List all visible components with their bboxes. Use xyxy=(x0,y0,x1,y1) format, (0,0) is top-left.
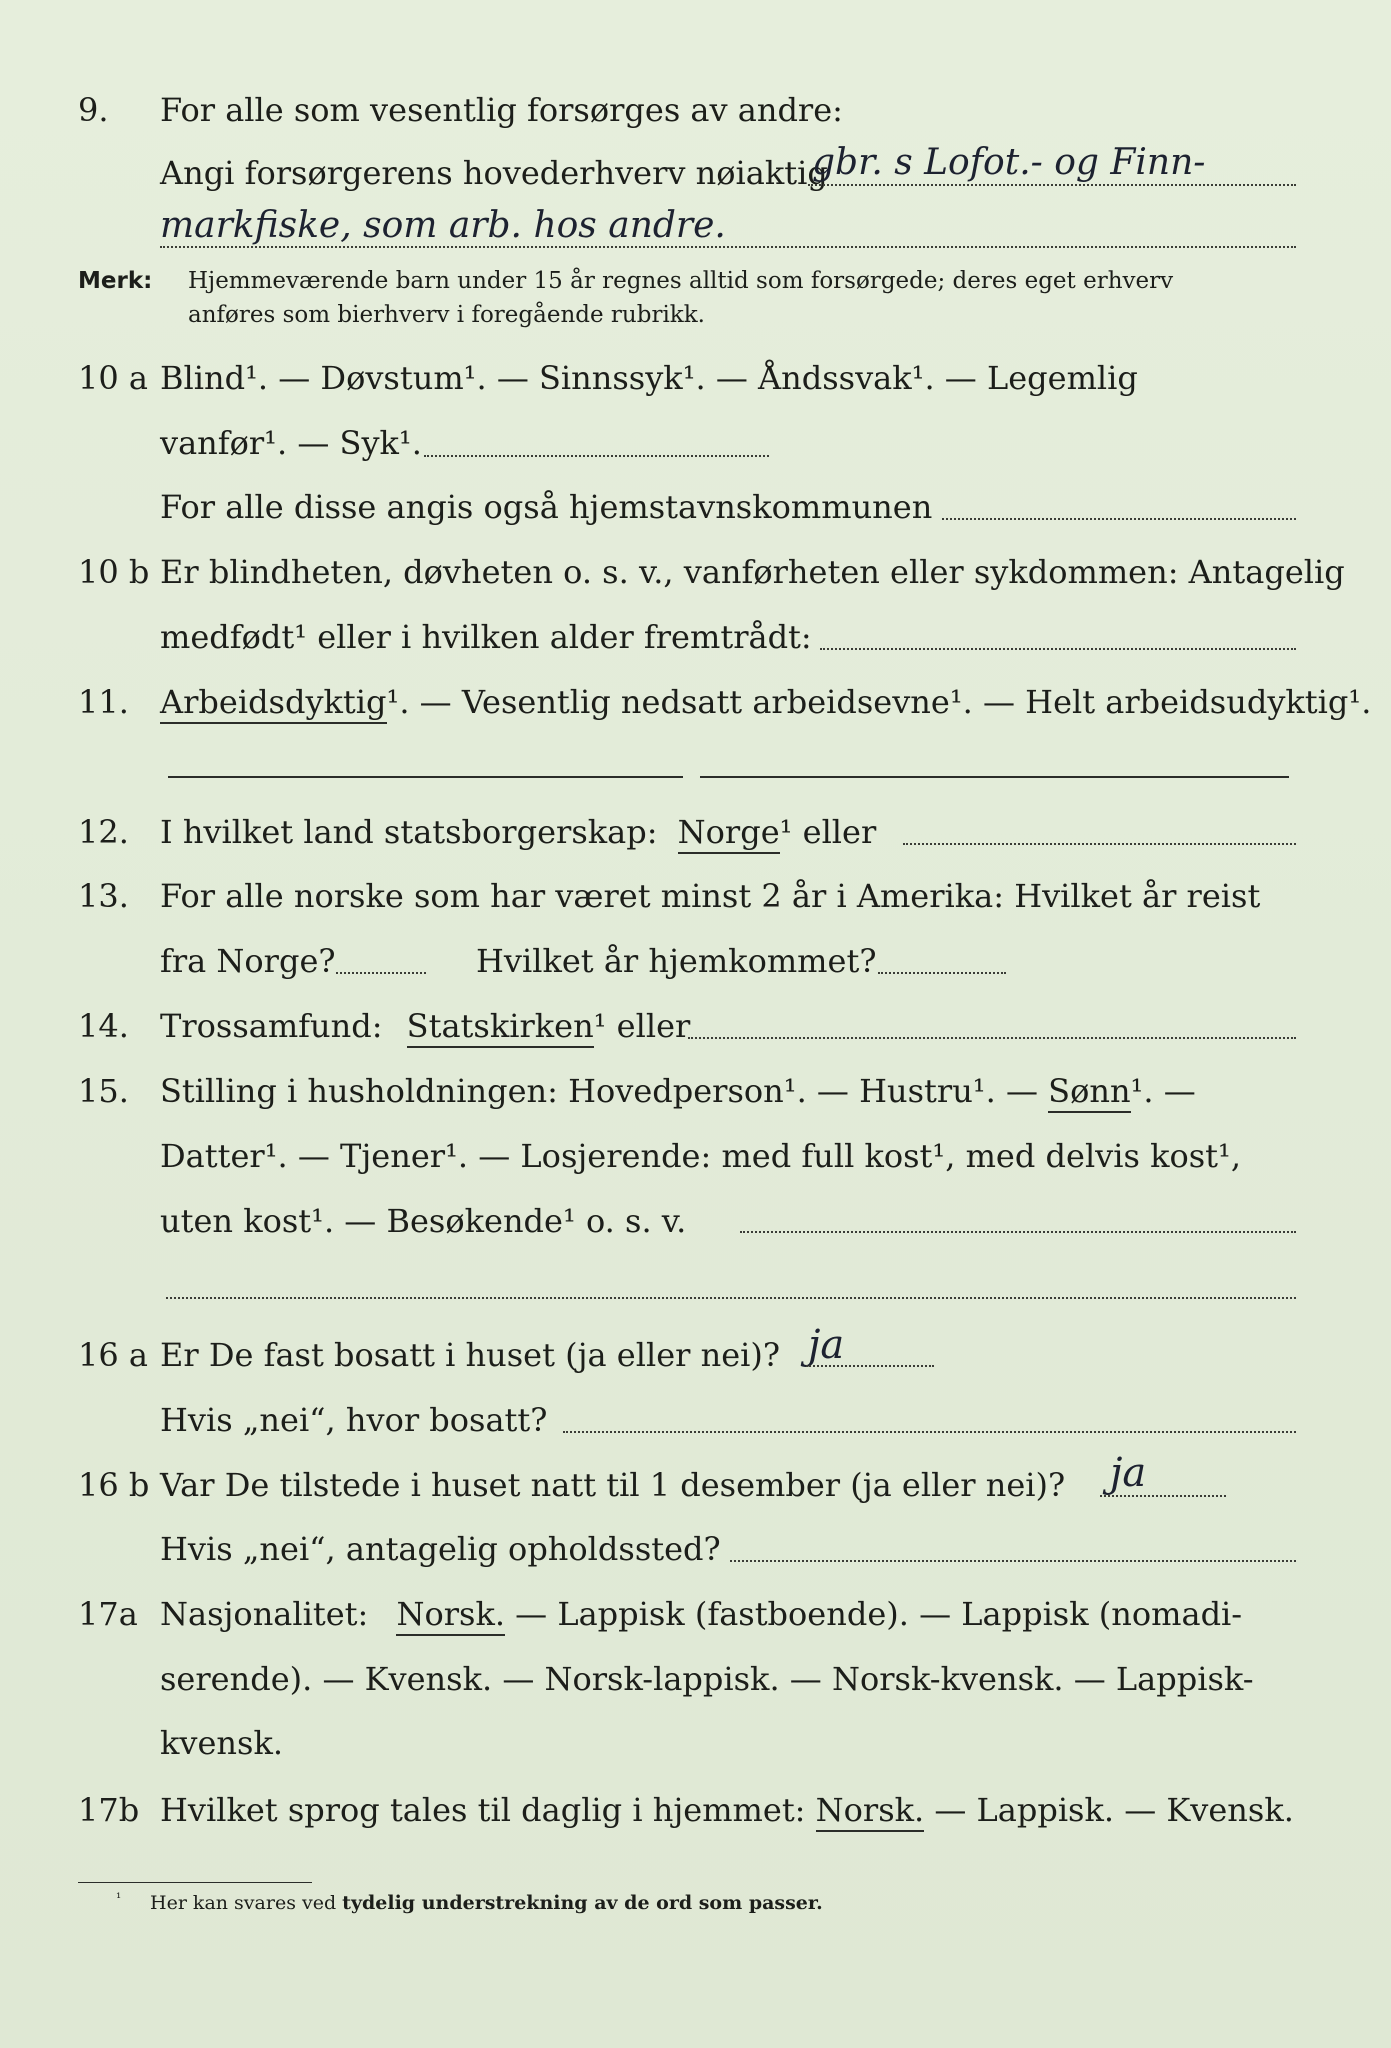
q16a-bosatt-line xyxy=(563,1431,1296,1433)
q13-text1: For alle norske som har været minst 2 år i Amerika: Hvilket år reist xyxy=(160,877,1261,915)
q9-answer-line-2 xyxy=(160,246,1296,248)
q15-line3-fill xyxy=(740,1231,1296,1233)
q17a-underlined-norsk[interactable]: Norsk. xyxy=(396,1595,505,1636)
footnote xyxy=(116,1891,823,1915)
q10b-text1: Er blindheten, døvheten o. s. v., vanførheten eller sykdommen: Antagelig xyxy=(160,553,1345,591)
q17a-label: Nasjonalitet: xyxy=(160,1595,369,1633)
q14-text xyxy=(160,1006,690,1046)
q11-text xyxy=(160,682,1371,722)
q11-number: 11. xyxy=(78,683,129,721)
q17a-text2: serende). — Kvensk. — Norsk-lappisk. — Norsk-kvensk. — Lappisk- xyxy=(160,1660,1254,1698)
q10a-number: 10 a xyxy=(78,359,148,397)
q17a-text1 xyxy=(160,1594,1242,1634)
q10a-text2: vanfør¹. — Syk¹. xyxy=(160,424,422,462)
q11-rule-left xyxy=(168,776,683,778)
q10b-alder-line xyxy=(820,648,1296,650)
q9-number: 9. xyxy=(78,91,109,129)
q9-text: For alle som vesentlig forsørges av andre: xyxy=(160,91,843,129)
q16b-answer-line xyxy=(1100,1495,1226,1497)
q10a-text1: Blind¹. — Døvstum¹. — Sinnssyk¹. — Åndssvak¹. — Legemlig xyxy=(160,359,1138,397)
q10b-text2: medfødt¹ eller i hvilken alder fremtrådt: xyxy=(160,618,812,656)
q12-land-line xyxy=(903,843,1296,845)
footnote-plain: Her kan svares ved xyxy=(150,1892,337,1914)
q13-hjemkommet-line xyxy=(878,972,1006,974)
merk-line1: Hjemmeværende barn under 15 år regnes alltid som forsørgede; deres eget erhverv xyxy=(188,268,1174,294)
footnote-bold: tydelig understrekning av de ord som passer. xyxy=(342,1892,823,1914)
q11-rule-right xyxy=(700,776,1289,778)
q16a-handwritten-answer[interactable]: ja xyxy=(808,1322,845,1368)
q9-label: Angi forsørgerens hovederhverv nøiaktig xyxy=(160,154,828,192)
q12-text xyxy=(160,812,876,852)
q15-text2: Datter¹. — Tjener¹. — Losjerende: med full kost¹, med delvis kost¹, xyxy=(160,1137,1242,1175)
q11-rest: ¹. — Vesentlig nedsatt arbeidsevne¹. — Helt arbeidsudyktig¹. xyxy=(386,683,1372,721)
q9-handwritten-answer-1[interactable]: gbr. s Lofot.- og Finn- xyxy=(812,142,1206,183)
q15-text3: uten kost¹. — Besøkende¹ o. s. v. xyxy=(160,1202,687,1240)
q17b-underlined-norsk[interactable]: Norsk. xyxy=(816,1791,925,1832)
q14-number: 14. xyxy=(78,1007,129,1045)
q12-label: I hvilket land statsborgerskap: xyxy=(160,813,658,851)
q9-answer-line xyxy=(808,184,1296,186)
q17b-number: 17b xyxy=(78,1791,140,1829)
q14-rest: ¹ eller xyxy=(593,1007,691,1045)
q16a-number: 16 a xyxy=(78,1336,148,1374)
q11-underlined-arbeidsdyktig[interactable]: Arbeidsdyktig xyxy=(160,683,387,724)
footnote-mark: ¹ xyxy=(116,1891,122,1906)
q10a-text3: For alle disse angis også hjemstavnskommunen xyxy=(160,488,933,526)
q14-label: Trossamfund: xyxy=(160,1007,383,1045)
q15-text1b: ¹. — xyxy=(1130,1072,1196,1110)
q15-text1 xyxy=(160,1071,1196,1111)
q12-underlined-norge[interactable]: Norge xyxy=(678,813,780,854)
q16b-handwritten-answer[interactable]: ja xyxy=(1110,1450,1147,1496)
q13-number: 13. xyxy=(78,877,129,915)
q10b-number: 10 b xyxy=(78,553,150,591)
q14-underlined-statskirken[interactable]: Statskirken xyxy=(407,1007,594,1048)
q13-text2b: Hvilket år hjemkommet? xyxy=(476,942,877,980)
q17a-rest: — Lappisk (fastboende). — Lappisk (nomadi- xyxy=(515,1595,1243,1633)
q15-underlined-sonn[interactable]: Sønn xyxy=(1048,1072,1130,1113)
q12-number: 12. xyxy=(78,813,129,851)
merk-label: Merk: xyxy=(78,268,153,294)
q16a-text2: Hvis „nei“, hvor bosatt? xyxy=(160,1401,548,1439)
q17b-text xyxy=(160,1790,1294,1830)
q13-reist-line xyxy=(336,972,426,974)
q16b-text2: Hvis „nei“, antagelig opholdssted? xyxy=(160,1530,721,1568)
q15-extra-line xyxy=(166,1297,1296,1299)
q17b-label: Hvilket sprog tales til daglig i hjemmet: xyxy=(160,1791,806,1829)
q16a-answer-line xyxy=(806,1365,934,1367)
q14-trossamfund-line xyxy=(688,1037,1296,1039)
q17b-rest: — Lappisk. — Kvensk. xyxy=(934,1791,1294,1829)
q17a-text3: kvensk. xyxy=(160,1724,283,1762)
q10a-syk-line xyxy=(424,455,769,457)
footnote-rule xyxy=(78,1882,312,1883)
q16b-number: 16 b xyxy=(78,1466,150,1504)
q15-text1a: Stilling i husholdningen: Hovedperson¹. — Hustru¹. — xyxy=(160,1072,1038,1110)
q9-handwritten-answer-2[interactable]: markfiske, som arb. hos andre. xyxy=(160,205,726,246)
q17a-number: 17a xyxy=(78,1595,138,1633)
merk-line2: anføres som bierhverv i foregående rubrikk. xyxy=(188,302,705,328)
q15-number: 15. xyxy=(78,1072,129,1110)
q13-text2a: fra Norge? xyxy=(160,942,336,980)
q10a-hjemstavn-line xyxy=(942,518,1296,520)
q16b-text1: Var De tilstede i huset natt til 1 desember (ja eller nei)? xyxy=(160,1466,1066,1504)
q16b-opholdssted-line xyxy=(730,1560,1296,1562)
q12-rest: ¹ eller xyxy=(779,813,877,851)
q16a-text1: Er De fast bosatt i huset (ja eller nei)? xyxy=(160,1336,781,1374)
